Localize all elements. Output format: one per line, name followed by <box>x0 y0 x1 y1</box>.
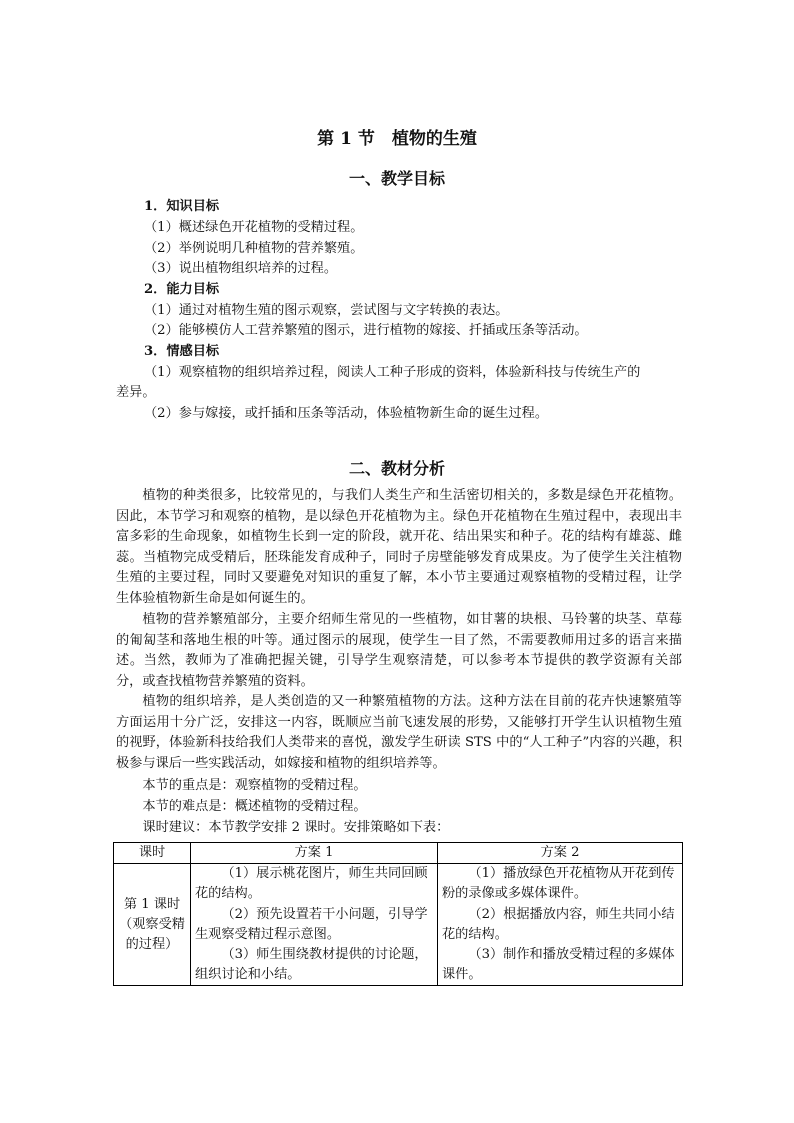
table-cell-plan2 <box>438 864 683 986</box>
table-cell-lesson: 第 1 课时（观察受精的过程） <box>114 864 191 986</box>
goal-item: （2）举例说明几种植物的营养繁殖。 <box>144 241 364 256</box>
section-heading-objectives: 一、教学目标 <box>348 169 445 188</box>
table-row <box>114 864 683 986</box>
goal-item: （1）通过对植物生殖的图示观察，尝试图与文字转换的表达。 <box>144 303 509 318</box>
table-header-lesson: 课时 <box>114 843 191 864</box>
goal-emotion-heading: 3．情感目标 <box>144 344 220 359</box>
goal-item: （3）说出植物组织培养的过程。 <box>144 261 338 276</box>
goal-item-continuation: 差异。 <box>116 385 156 400</box>
goal-knowledge-heading: 1．知识目标 <box>144 199 220 214</box>
page-title: 第 1 节 植物的生殖 <box>317 129 477 149</box>
plan2-step: （2）根据播放内容，师生共同小结花的结构。 <box>442 906 675 942</box>
table-cell-plan1 <box>191 864 438 986</box>
table-header-plan1: 方案 1 <box>191 843 438 864</box>
schedule-note: 课时建议：本节教学安排 2 课时。安排策略如下表： <box>142 820 450 835</box>
difficult-point: 本节的难点是：概述植物的受精过程。 <box>142 799 367 814</box>
goal-item: （1）观察植物的组织培养过程，阅读人工种子形成的资料，体验新科技与传统生产的 <box>144 365 641 380</box>
analysis-paragraph-2: 植物的营养繁殖部分，主要介绍师生常见的一些植物，如甘薯的块根、马铃薯的块茎、草莓的匍匐茎和落地生根的叶等。通过图示的展现，使学生一目了然，不需要教师用过多的语言来描述。当然，教师为了准确把握关键，引导学生观察清楚，可以参考本节提供的教学资源有关部分，或查找植物营养繁殖的资料。 <box>116 612 682 689</box>
analysis-paragraph-3: 植物的组织培养，是人类创造的又一种繁殖植物的方法。这种方法在目前的花卉快速繁殖等方面运用十分广泛，安排这一内容，既顺应当前飞速发展的形势，又能够打开学生认识植物生殖的视野，体验新科技给我们人类带来的喜悦，激发学生研读 STS 中的“人工种子”内容的兴趣，积极参与课后一些实践活动，如嫁接和植物的组织培养等。 <box>116 694 682 771</box>
plan1-step: （2）预先设置若干小问题，引导学生观察受精过程示意图。 <box>195 906 428 942</box>
plan1-step: （3）师生围绕教材提供的讨论题，组织讨论和小结。 <box>195 947 428 983</box>
section-heading-analysis: 二、教材分析 <box>348 459 445 478</box>
goal-item: （1）概述绿色开花植物的受精过程。 <box>144 220 364 235</box>
goal-item: （2）能够模仿人工营养繁殖的图示，进行植物的嫁接、扦插或压条等活动。 <box>144 323 588 338</box>
goal-ability-heading: 2．能力目标 <box>144 282 220 297</box>
table-header-row <box>114 843 683 864</box>
goal-item: （2）参与嫁接，或扦插和压条等活动，体验植物新生命的诞生过程。 <box>144 406 549 421</box>
lesson-plan-table <box>113 842 683 986</box>
plan2-step: （1）播放绿色开花植物从开花到传粉的录像或多媒体课件。 <box>442 866 675 902</box>
table-header-plan2: 方案 2 <box>438 843 683 864</box>
plan1-step: （1）展示桃花图片，师生共同回顾花的结构。 <box>195 866 428 902</box>
key-point: 本节的重点是：观察植物的受精过程。 <box>142 778 367 793</box>
plan2-step: （3）制作和播放受精过程的多媒体课件。 <box>442 947 675 983</box>
analysis-paragraph-1: 植物的种类很多，比较常见的，与我们人类生产和生活密切相关的，多数是绿色开花植物。因此，本节学习和观察的植物，是以绿色开花植物为主。绿色开花植物在生殖过程中，表现出丰富多彩的生命现象，如植物生长到一定的阶段，就开花、结出果实和种子。花的结构有雄蕊、雌蕊。当植物完成受精后，胚珠能发育成种子，同时子房壁能够发育成果皮。为了使学生关注植物生殖的主要过程，同时又要避免对知识的重复了解，本小节主要通过观察植物的受精过程，让学生体验植物新生命是如何诞生的。 <box>116 488 682 606</box>
